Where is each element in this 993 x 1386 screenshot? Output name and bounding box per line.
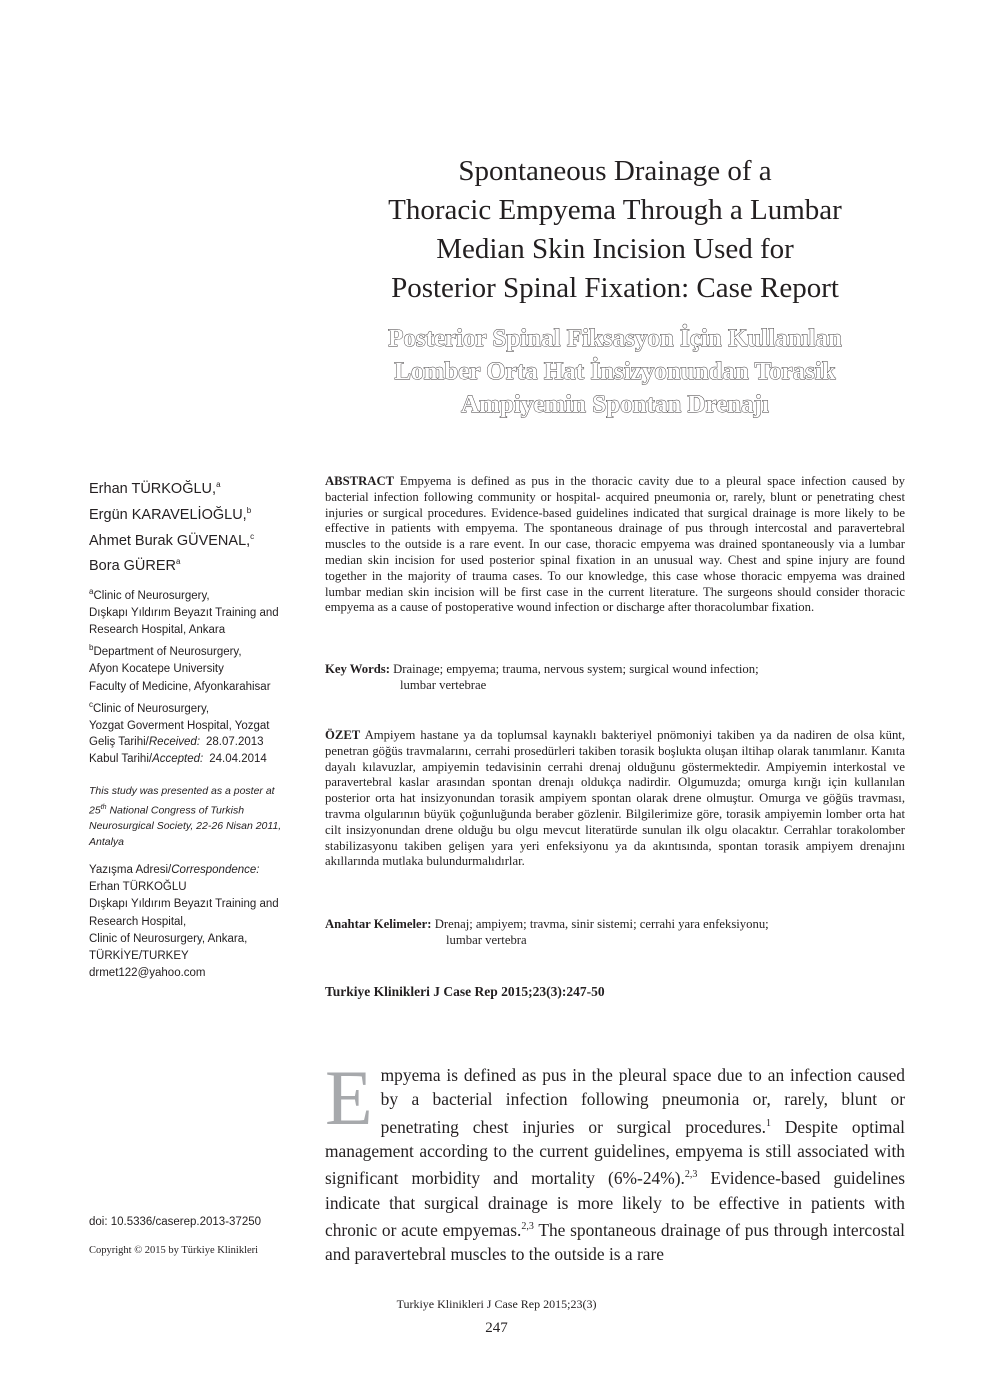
ozet-label: ÖZET <box>325 728 361 742</box>
poster-note: This study was presented as a poster at 25th National Congress of Turkish Neurosurgical Society, 22-26 Nisan 2011, Antalya <box>89 785 282 848</box>
author: Ahmet Burak GÜVENAL,$^c$ <box>89 531 255 549</box>
subtitle-line: Ampiyemin Spontan Drenajı <box>461 391 769 418</box>
ozet: ÖZET Ampiyem hastane ya da toplumsal kaynaklı bakteriyel pnömoniyi takiben ya da nadiren de olsa künt, penetran göğüs travmalarını, cerrahi prosedürleri takiben torasik boşlukta oluşan iltihap olarak tanımlanır. Kanıta dayalı kılavuzlar, ampiyemin tedavisinin cerrahi drenaj olduğunu göstermektedir. Ampiyemin interkostal ve paravertebral kaslar arasından spontan drenajı oldukça nadirdir. Olgumuzda; omurga kırığı için kullanılan posterior orta hat insizyonundan torasik ampiyem spontan olarak drene olmuştur. Omurga ve göğüs travması, travma olgularının büyük çoğunluğunda beraber gözlenir. Bilgilerimize göre, torasik ampiyemin lomber orta hat cilt insizyonundan drene olduğu bu olgu mevcut literatürde sunulan ilk olgu olacaktır. Cerrahlar torakolomber stabilizasyonu takiben gelişen yara yeri enfeksiyonu ya da akıntısında, spontan torasik ampiyem drenajını akıllarında mutlaka bulundurmalıdırlar. <box>325 728 905 869</box>
anahtar-kelimeler: Anahtar Kelimeler: Drenaj; ampiyem; travma, sinir sistemi; cerrahi yara enfeksiyonu; lumbar vertebra <box>325 917 769 947</box>
submission-dates <box>89 734 294 768</box>
drop-cap: E <box>325 1054 373 1141</box>
copyright: Copyright © 2015 by Türkiye Klinikleri <box>89 1245 259 1256</box>
abstract: ABSTRACT Empyema is defined as pus in the thoracic cavity due to a pleural space infection caused by bacterial infection following community or hospital- acquired pneumonia or, rarely, blunt or penetrating chest injuries or surgical procedures. Evidence-based guidelines indicated that surgical drainage is more likely to be effective in patients with empyema. The spontaneous drainage of pus through intercostal and paravertebral muscles to the outside is a rare event. In our case, thoracic empyema was drained spontaneously via a lumbar median skin incision for used posterior spinal fixation in an unusual way. Chest and spine injury are found together in the majority of trauma cases. To our knowledge, this case whose thoracic empyema was drained lumbar median skin incision will be first case in the current literature. The surgeons should consider thoracic empyema as a cause of postoperative wound infection or discharge after thoracolumbar fixation. <box>325 474 905 615</box>
article-title <box>330 152 900 308</box>
title-line: Thoracic Empyema Through a Lumbar <box>388 194 842 226</box>
footer-journal: Turkiye Klinikleri J Case Rep 2015;23(3) <box>396 1297 597 1311</box>
received-date: Geliş Tarihi/Received: 28.07.2013 <box>89 736 264 748</box>
author: Ergün KARAVELİOĞLU,$^b$ <box>89 505 252 523</box>
title-line: Spontaneous Drainage of a <box>458 155 772 187</box>
subtitle-line: Posterior Spinal Fiksasyon İçin Kullanılan <box>388 325 842 352</box>
body-text: Empyema is defined as pus in the pleural space due to an infection caused by a bacterial infection following pneumonia or, rarely, blunt or penetrating chest injuries or surgical procedures.$^1$ Despite optimal management according to the current guidelines, empyema is still associated with significant morbidity and mortality (6%-24%).$^{2,3}$ Evidence-based guidelines indicate that surgical drainage is more likely to be effective in patients with chronic or acute empyemas.$^{2,3}$ The spontaneous drainage of pus through intercostal and paravertebral muscles to the outside is a rare <box>325 1054 906 1265</box>
abstract-label: ABSTRACT <box>325 474 395 488</box>
author: Erhan TÜRKOĞLU,$^a$ <box>89 480 221 497</box>
author-list <box>89 474 294 577</box>
journal-citation: Turkiye Klinikleri J Case Rep 2015;23(3):247-50 <box>325 984 605 999</box>
article-subtitle-turkish <box>330 322 900 421</box>
email-link[interactable]: drmet122@yahoo.com <box>89 967 206 980</box>
title-line: Median Skin Incision Used for <box>436 233 794 265</box>
page-number: 247 <box>485 1320 508 1336</box>
doi[interactable]: doi: 10.5336/caserep.2013-37250 <box>89 1216 262 1228</box>
affiliations: $^a$Clinic of Neurosurgery, Dışkapı Yıldırım Beyazıt Training and Research Hospital, Ankara $^b$Department of Neurosurgery, Afyon Kocatepe University Faculty of Medicine, Afyonkarahisar $^c$Clinic of Neurosurgery, Yozgat Goverment Hospital, Yozgat <box>89 587 279 732</box>
author: Bora GÜRER$^a$ <box>89 557 181 575</box>
title-line: Posterior Spinal Fixation: Case Report <box>391 272 839 304</box>
correspondence: Yazışma Adresi/Correspondence: Erhan TÜRKOĞLU Dışkapı Yıldırım Beyazıt Training and Research Hospital, Clinic of Neurosurgery, Ankara, TÜRKİYE/TURKEY drmet122@yahoo.com <box>89 862 294 982</box>
accepted-date: Kabul Tarihi/Accepted: 24.04.2014 <box>89 753 267 766</box>
subtitle-line: Lomber Orta Hat İnsizyonundan Torasik <box>394 358 836 385</box>
keywords: Key Words: Drainage; empyema; trauma, nervous system; surgical wound infection; lumbar vertebrae <box>325 662 759 692</box>
